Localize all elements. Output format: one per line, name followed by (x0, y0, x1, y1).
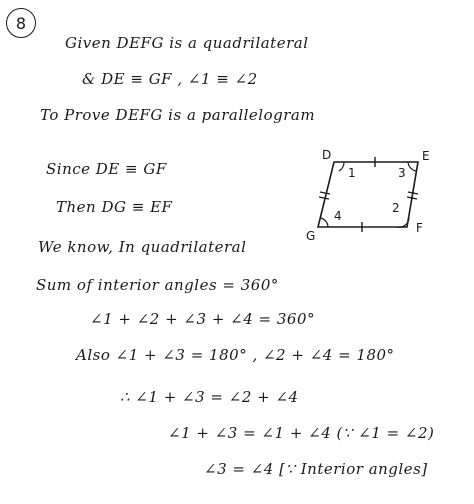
parallelogram-diagram (300, 140, 450, 245)
substitution-line: ∠1 + ∠3 = ∠1 + ∠4 (∵ ∠1 = ∠2) (168, 424, 435, 442)
angle-sum-equation: ∠1 + ∠2 + ∠3 + ∠4 = 360° (90, 310, 315, 328)
given-conditions-line: & DE ≡ GF , ∠1 ≡ ∠2 (82, 70, 258, 88)
we-know-line: We know, In quadrilateral (38, 238, 247, 256)
angle-label-1: 1 (348, 166, 356, 180)
angle-label-2: 2 (392, 201, 400, 215)
to-prove-line: To Prove DEFG is a parallelogram (40, 106, 316, 124)
therefore-line: ∴ ∠1 + ∠3 = ∠2 + ∠4 (120, 388, 299, 406)
given-line: Given DEFG is a quadrilateral (65, 34, 309, 52)
sum-of-angles-line: Sum of interior angles = 360° (36, 276, 279, 294)
then-line: Then DG ≡ EF (56, 198, 173, 216)
problem-number: 8 (6, 8, 36, 38)
vertex-d: D (322, 148, 332, 162)
vertex-f: F (416, 221, 423, 235)
angle-label-3: 3 (398, 166, 406, 180)
since-line: Since DE ≡ GF (46, 160, 167, 178)
vertex-g: G (306, 229, 316, 243)
conclusion-line: ∠3 = ∠4 [∵ Interior angles] (204, 460, 428, 478)
also-line: Also ∠1 + ∠3 = 180° , ∠2 + ∠4 = 180° (76, 346, 395, 364)
vertex-e: E (422, 149, 430, 163)
angle-label-4: 4 (334, 209, 342, 223)
